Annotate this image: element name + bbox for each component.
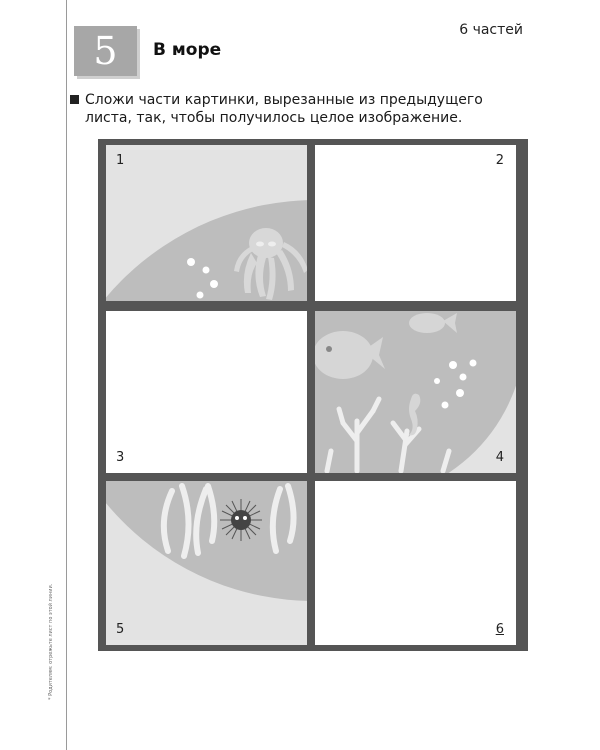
lesson-number-badge: 5 — [74, 26, 137, 76]
seaweed-urchin-illustration — [106, 481, 307, 645]
bullet-square-icon — [70, 95, 79, 104]
puzzle-grid — [98, 139, 528, 651]
cell-number: 3 — [116, 450, 125, 465]
side-note: * Родителям: отрежьте лист по этой линии. — [48, 583, 54, 700]
page-title: В море — [153, 40, 222, 60]
cut-line — [66, 0, 67, 750]
puzzle-cell-5[interactable] — [106, 481, 307, 645]
cell-number: 5 — [116, 622, 125, 637]
puzzle-cell-6[interactable] — [315, 481, 516, 645]
puzzle-cell-4[interactable] — [315, 311, 516, 473]
puzzle-cell-3[interactable] — [106, 311, 307, 473]
parts-count: 6 частей — [459, 22, 523, 38]
cell-number: 2 — [495, 153, 504, 168]
octopus-illustration — [106, 145, 307, 301]
cell-number: 1 — [116, 153, 125, 168]
instruction-text: Сложи части картинки, вырезанные из предыдущего листа, так, чтобы получилось целое изображение. — [85, 92, 483, 126]
cell-number: 4 — [495, 450, 504, 465]
puzzle-cell-1[interactable] — [106, 145, 307, 301]
cell-number: 6 — [495, 622, 504, 637]
puzzle-cell-2[interactable] — [315, 145, 516, 301]
fish-coral-illustration — [315, 311, 516, 473]
